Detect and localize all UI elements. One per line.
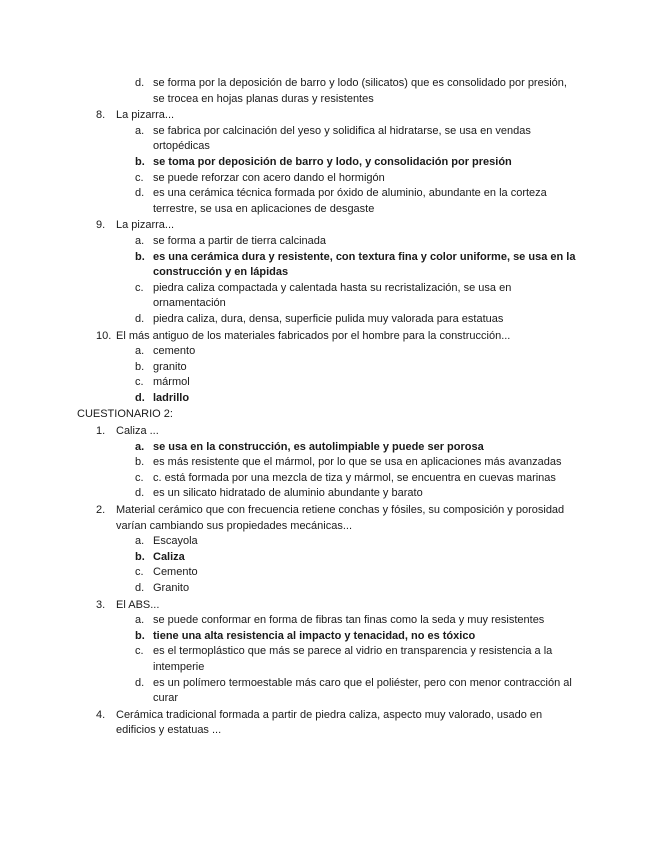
answer-option <box>0 312 655 328</box>
option-text: es más resistente que el mármol, por lo que se usa en aplicaciones más avanzadas <box>153 456 562 469</box>
answer-option <box>0 171 655 187</box>
option-text: se forma a partir de tierra calcinada <box>153 234 327 247</box>
option-text: piedra caliza compactada y calentada hasta su recristalización, se usa en ornamentación <box>153 281 512 310</box>
option-text: es un silicato hidratado de aluminio abundante y barato <box>153 487 423 500</box>
option-letter: c. <box>135 171 144 184</box>
option-text: granito <box>153 360 187 373</box>
heading-text: CUESTIONARIO 2: <box>77 408 173 421</box>
option-letter: d. <box>135 391 145 404</box>
option-text: se toma por deposición de barro y lodo, y consolidación por presión <box>153 155 512 168</box>
answer-option <box>0 534 655 550</box>
option-letter: b. <box>135 629 145 642</box>
option-text: cemento <box>153 345 196 358</box>
answer-option <box>0 186 655 217</box>
option-letter: d. <box>135 582 145 594</box>
option-letter: c. <box>135 566 144 579</box>
answer-option <box>0 440 655 456</box>
option-letter: a. <box>135 345 145 358</box>
answer-option <box>0 565 655 581</box>
question-number: 1. <box>96 425 106 438</box>
question-item <box>0 503 655 534</box>
option-letter: d. <box>135 77 145 89</box>
option-letter: c. <box>135 645 144 658</box>
option-letter: b. <box>135 360 145 373</box>
question-number: 10. <box>96 329 112 342</box>
answer-option <box>0 360 655 376</box>
question-text: El más antiguo de los materiales fabricados por el hombre para la construcción... <box>116 329 511 342</box>
answer-option <box>0 629 655 645</box>
question-item <box>0 424 655 440</box>
option-letter: c. <box>135 281 144 294</box>
option-text: se usa en la construcción, es autolimpiable y puede ser porosa <box>153 440 484 453</box>
question-number: 8. <box>96 109 106 122</box>
option-letter: b. <box>135 250 145 263</box>
option-text: se fabrica por calcinación del yeso y solidifica al hidratarse, se usa en vendas ortopédicas <box>153 124 531 153</box>
option-letter: c. <box>135 376 144 389</box>
answer-option <box>0 581 655 597</box>
question-number: 3. <box>96 598 106 611</box>
question-item <box>0 218 655 234</box>
answer-option <box>0 281 655 312</box>
answer-option <box>0 391 655 407</box>
answer-option <box>0 613 655 629</box>
option-text: se puede conformar en forma de fibras tan finas como la seda y muy resistentes <box>153 614 545 627</box>
option-text: tiene una alta resistencia al impacto y tenacidad, no es tóxico <box>153 629 476 642</box>
answer-option <box>0 676 655 707</box>
question-number: 2. <box>96 504 106 517</box>
question-text: La pizarra... <box>116 109 175 122</box>
option-letter: b. <box>135 550 145 563</box>
option-letter: a. <box>135 614 145 627</box>
answer-option <box>0 486 655 502</box>
option-text: se puede reforzar con acero dando el hormigón <box>153 171 385 184</box>
option-text: mármol <box>153 376 190 389</box>
option-text: es una cerámica dura y resistente, con textura fina y color uniforme, se usa en la construcción y en lápidas <box>153 250 576 279</box>
option-text: es el termoplástico que más se parece al vidrio en transparencia y resistencia a la intemperie <box>153 645 553 673</box>
option-text: Caliza <box>153 550 185 563</box>
answer-option <box>0 155 655 171</box>
question-text: La pizarra... <box>116 219 175 232</box>
questionnaire-content <box>0 76 655 739</box>
answer-option <box>0 644 655 675</box>
option-letter: d. <box>135 676 145 689</box>
option-letter: c. <box>135 471 144 484</box>
answer-option <box>0 471 655 487</box>
answer-option <box>0 124 655 155</box>
option-text: Escayola <box>153 535 198 548</box>
answer-option <box>0 455 655 471</box>
option-text: ladrillo <box>153 391 190 404</box>
question-text: Cerámica tradicional formada a partir de piedra caliza, aspecto muy valorado, usado en edificios y estatuas ... <box>116 708 543 737</box>
option-letter: a. <box>135 124 145 137</box>
option-letter: a. <box>135 535 145 548</box>
answer-option <box>0 550 655 566</box>
option-letter: a. <box>135 440 145 453</box>
option-letter: d. <box>135 187 145 200</box>
question-item <box>0 598 655 614</box>
option-text: Cemento <box>153 566 198 579</box>
question-text: Caliza ... <box>116 425 159 438</box>
option-text: Granito <box>153 582 190 594</box>
option-text: se forma por la deposición de barro y lodo (silicatos) que es consolidado por presión, se trocea en hojas planas duras y resistentes <box>153 77 567 105</box>
section-heading <box>0 407 655 423</box>
answer-option <box>0 375 655 391</box>
option-text: piedra caliza, dura, densa, superficie pulida muy valorada para estatuas <box>153 312 504 325</box>
question-number: 4. <box>96 708 106 721</box>
option-text: es un polímero termoestable más caro que el poliéster, pero con menor contracción al curar <box>153 676 572 705</box>
answer-option <box>0 76 655 107</box>
option-letter: b. <box>135 456 145 469</box>
option-letter: b. <box>135 155 145 168</box>
question-item <box>0 329 655 345</box>
option-text: es una cerámica técnica formada por óxido de aluminio, abundante en la corteza terrestre, se usa en aplicaciones de desgaste <box>153 187 547 215</box>
answer-option <box>0 234 655 250</box>
answer-option <box>0 344 655 360</box>
question-text: Material cerámico que con frecuencia retiene conchas y fósiles, su composición y porosidad varían cambiando sus propiedades mecánicas... <box>116 504 565 532</box>
option-letter: d. <box>135 487 145 500</box>
option-text: c. está formada por una mezcla de tiza y mármol, se encuentra en cuevas marinas <box>153 471 556 484</box>
option-letter: a. <box>135 234 145 247</box>
question-number: 9. <box>96 219 106 232</box>
answer-option <box>0 250 655 281</box>
question-item <box>0 108 655 124</box>
question-item <box>0 708 655 739</box>
option-letter: d. <box>135 312 145 325</box>
question-text: El ABS... <box>116 598 160 611</box>
